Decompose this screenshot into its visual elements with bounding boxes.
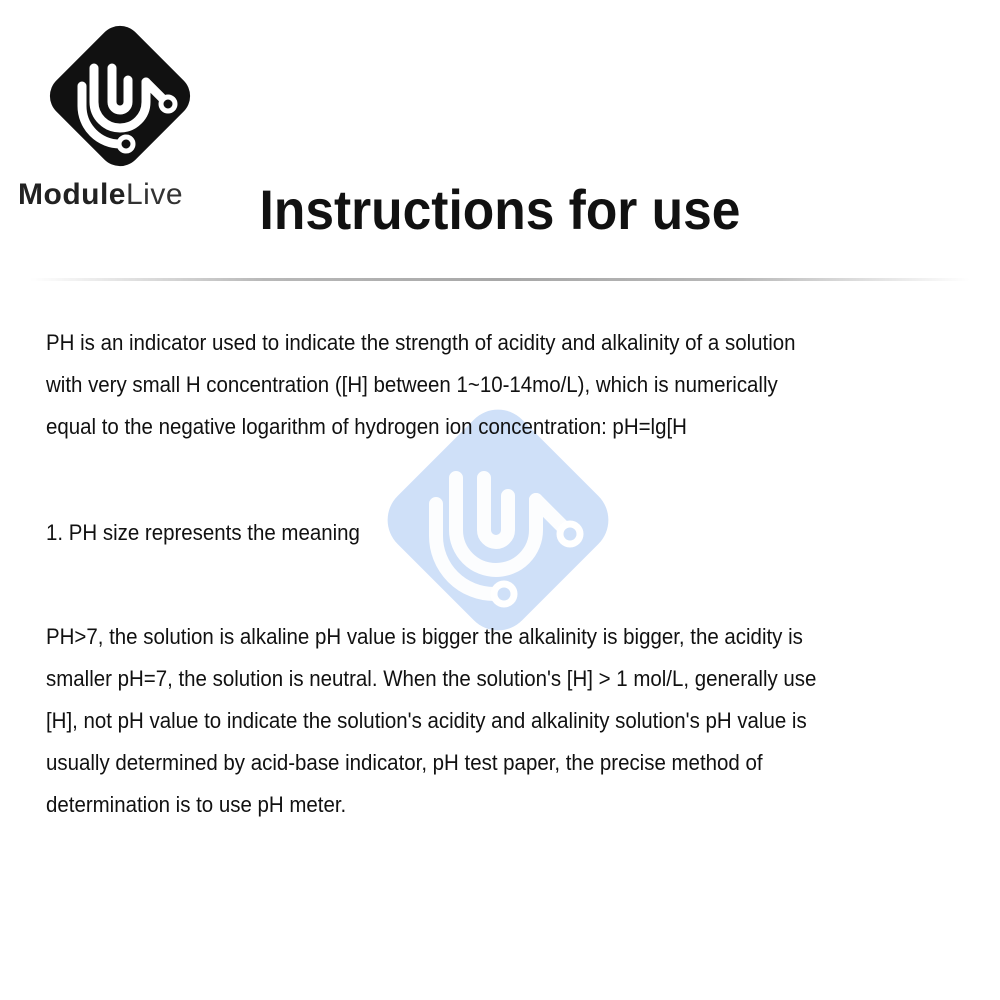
intro-paragraph xyxy=(46,322,967,448)
details-line: smaller pH=7, the solution is neutral. When the solution's [H] > 1 mol/L, generally use xyxy=(46,666,817,691)
modulelive-logo-icon xyxy=(36,16,204,176)
intro-line: equal to the negative logarithm of hydrogen ion concentration: pH=lg[H xyxy=(46,414,687,439)
section-heading-text: 1. PH size represents the meaning xyxy=(46,520,360,545)
title-divider xyxy=(30,278,970,281)
brand-name-strong: Module xyxy=(18,178,126,211)
details-line: usually determined by acid-base indicator, pH test paper, the precise method of xyxy=(46,750,763,775)
intro-line: PH is an indicator used to indicate the strength of acidity and alkalinity of a solution xyxy=(46,330,796,355)
details-line: determination is to use pH meter. xyxy=(46,792,347,817)
details-line: [H], not pH value to indicate the solution's acidity and alkalinity solution's pH value is xyxy=(46,708,807,733)
details-line: PH>7, the solution is alkaline pH value is bigger the alkalinity is bigger, the acidity is xyxy=(46,624,803,649)
details-paragraph xyxy=(46,616,967,826)
intro-line: with very small H concentration ([H] between 1~10-14mo/L), which is numerically xyxy=(46,372,778,397)
section-heading xyxy=(46,512,967,554)
brand-name-light: Live xyxy=(126,178,184,211)
page-title: Instructions for use xyxy=(259,178,741,241)
